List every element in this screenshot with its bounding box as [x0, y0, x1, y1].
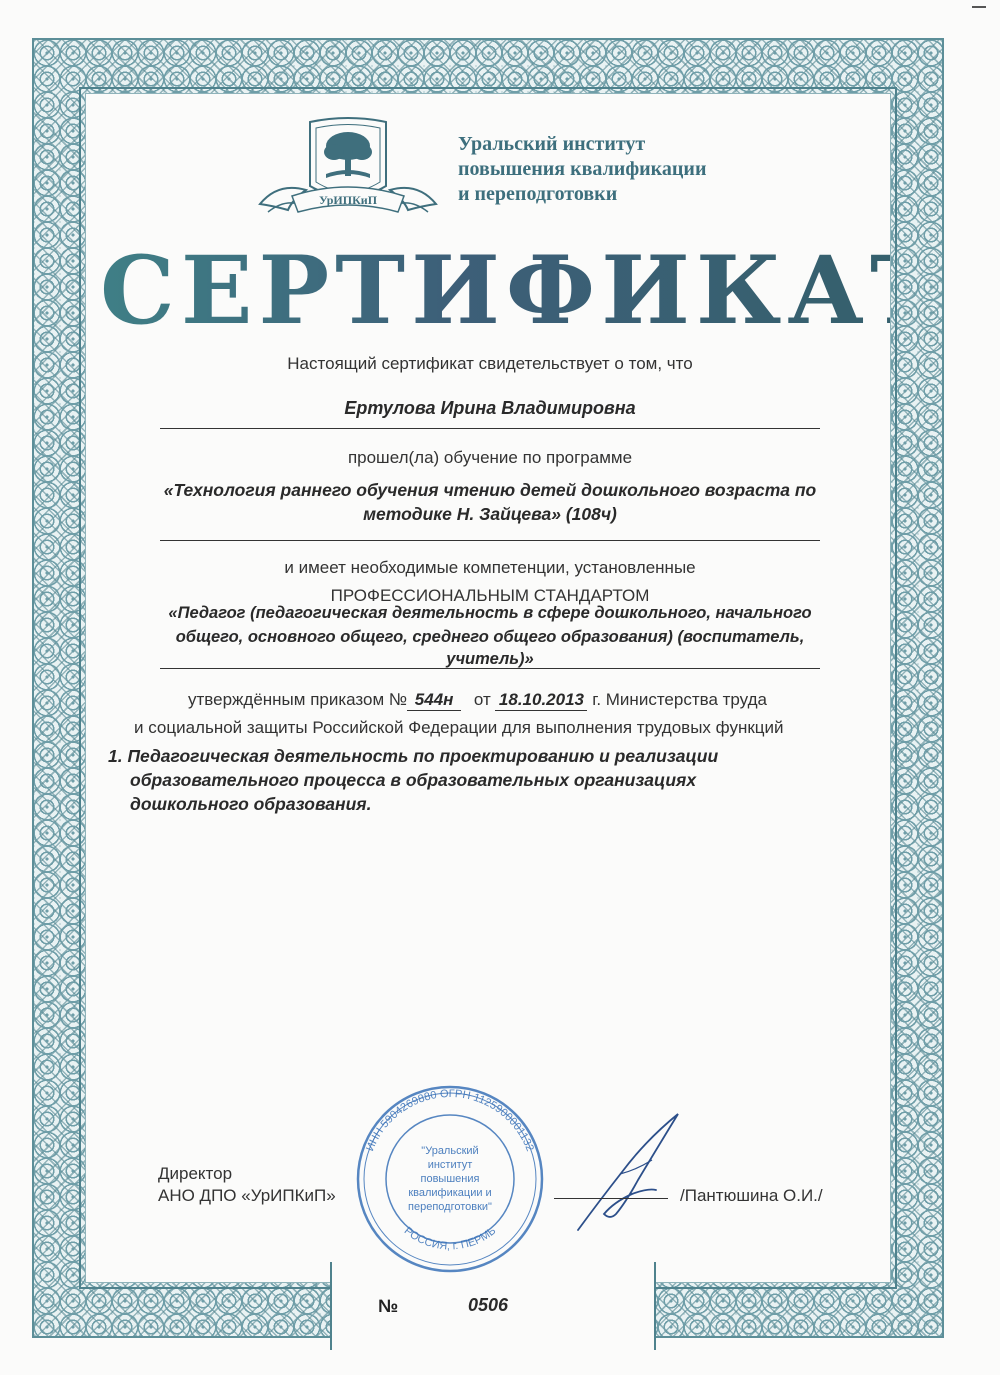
standard-label: ПРОФЕССИОНАЛЬНЫМ СТАНДАРТОМ: [330, 586, 650, 605]
stamp-center-line: институт: [427, 1159, 473, 1171]
standard-line: «Педагог (педагогическая деятельность в сфере дошкольного, начального: [168, 604, 812, 622]
stamp-center-line: переподготовки": [408, 1201, 492, 1213]
stamp-center-line: "Уральский: [421, 1145, 479, 1157]
person-name: Ертулова Ирина Владимировна: [344, 398, 636, 418]
function-line: дошкольного образования.: [130, 794, 372, 814]
institute-name-line: повышения квалификации: [458, 158, 707, 180]
director-signature: [560, 1110, 700, 1240]
certificate-title: СЕРТИФИКАТ: [100, 236, 946, 346]
order-number: 544н: [407, 690, 461, 711]
order-prefix: утверждённым приказом №: [188, 690, 408, 709]
tree-icon: [324, 132, 372, 178]
program-underline: [160, 540, 820, 541]
function-line: 1. Педагогическая деятельность по проектированию и реализации: [108, 746, 719, 766]
certificate-number-label: №: [378, 1296, 399, 1316]
certificate-number-value: 0506: [468, 1295, 509, 1315]
stamp-bottom-text: РОССИЯ, г. ПЕРМЬ: [401, 1224, 499, 1253]
scan-mark: [972, 6, 986, 8]
order-date: 18.10.2013: [495, 690, 587, 711]
standard-line: общего, основного общего, среднего общего образования) (воспитатель,: [175, 628, 805, 646]
program-line: методике Н. Зайцева» (108ч): [363, 504, 617, 524]
director-name: /Пантюшина О.И./: [680, 1186, 823, 1205]
stamp-center-line: повышения: [420, 1173, 480, 1185]
order-date-prefix: от: [473, 690, 491, 709]
institute-logo: [248, 112, 448, 230]
program-line: «Технология раннего обучения чтению детей дошкольного возраста по: [163, 480, 817, 500]
function-line: образовательного процесса в образовательных организациях: [130, 770, 697, 790]
standard-line: учитель)»: [446, 650, 534, 668]
svg-text:РОССИЯ, г. ПЕРМЬ: [402, 1225, 499, 1253]
institute-name-line: Уральский институт: [458, 133, 646, 155]
standard-underline: [160, 668, 820, 669]
intro-text: Настоящий сертификат свидетельствует о том, что: [287, 354, 693, 373]
director-title: Директор: [158, 1164, 233, 1183]
completed-text: прошел(ла) обучение по программе: [347, 448, 633, 467]
official-stamp: [340, 1084, 560, 1274]
order-line-2: и социальной защиты Российской Федерации для выполнения трудовых функций: [134, 718, 784, 737]
institute-name: [458, 132, 778, 207]
name-underline: [160, 428, 820, 429]
signature-line: [554, 1198, 668, 1199]
order-line: [188, 690, 767, 711]
stamp-center-line: квалификации и: [408, 1187, 492, 1199]
svg-text:ИНН 5904269880 ОГРН 112590000: [364, 1088, 536, 1153]
order-suffix: г. Министерства труда: [592, 690, 767, 709]
competence-text: и имеет необходимые компетенции, установленные: [284, 558, 696, 577]
institute-name-line: и переподготовки: [458, 183, 618, 205]
stamp-ring-text: ИНН 5904269880 ОГРН 1125900001132: [364, 1087, 536, 1154]
director-organization: АНО ДПО «УрИПКиП»: [158, 1186, 336, 1205]
logo-text: УрИПКиП: [318, 193, 378, 207]
